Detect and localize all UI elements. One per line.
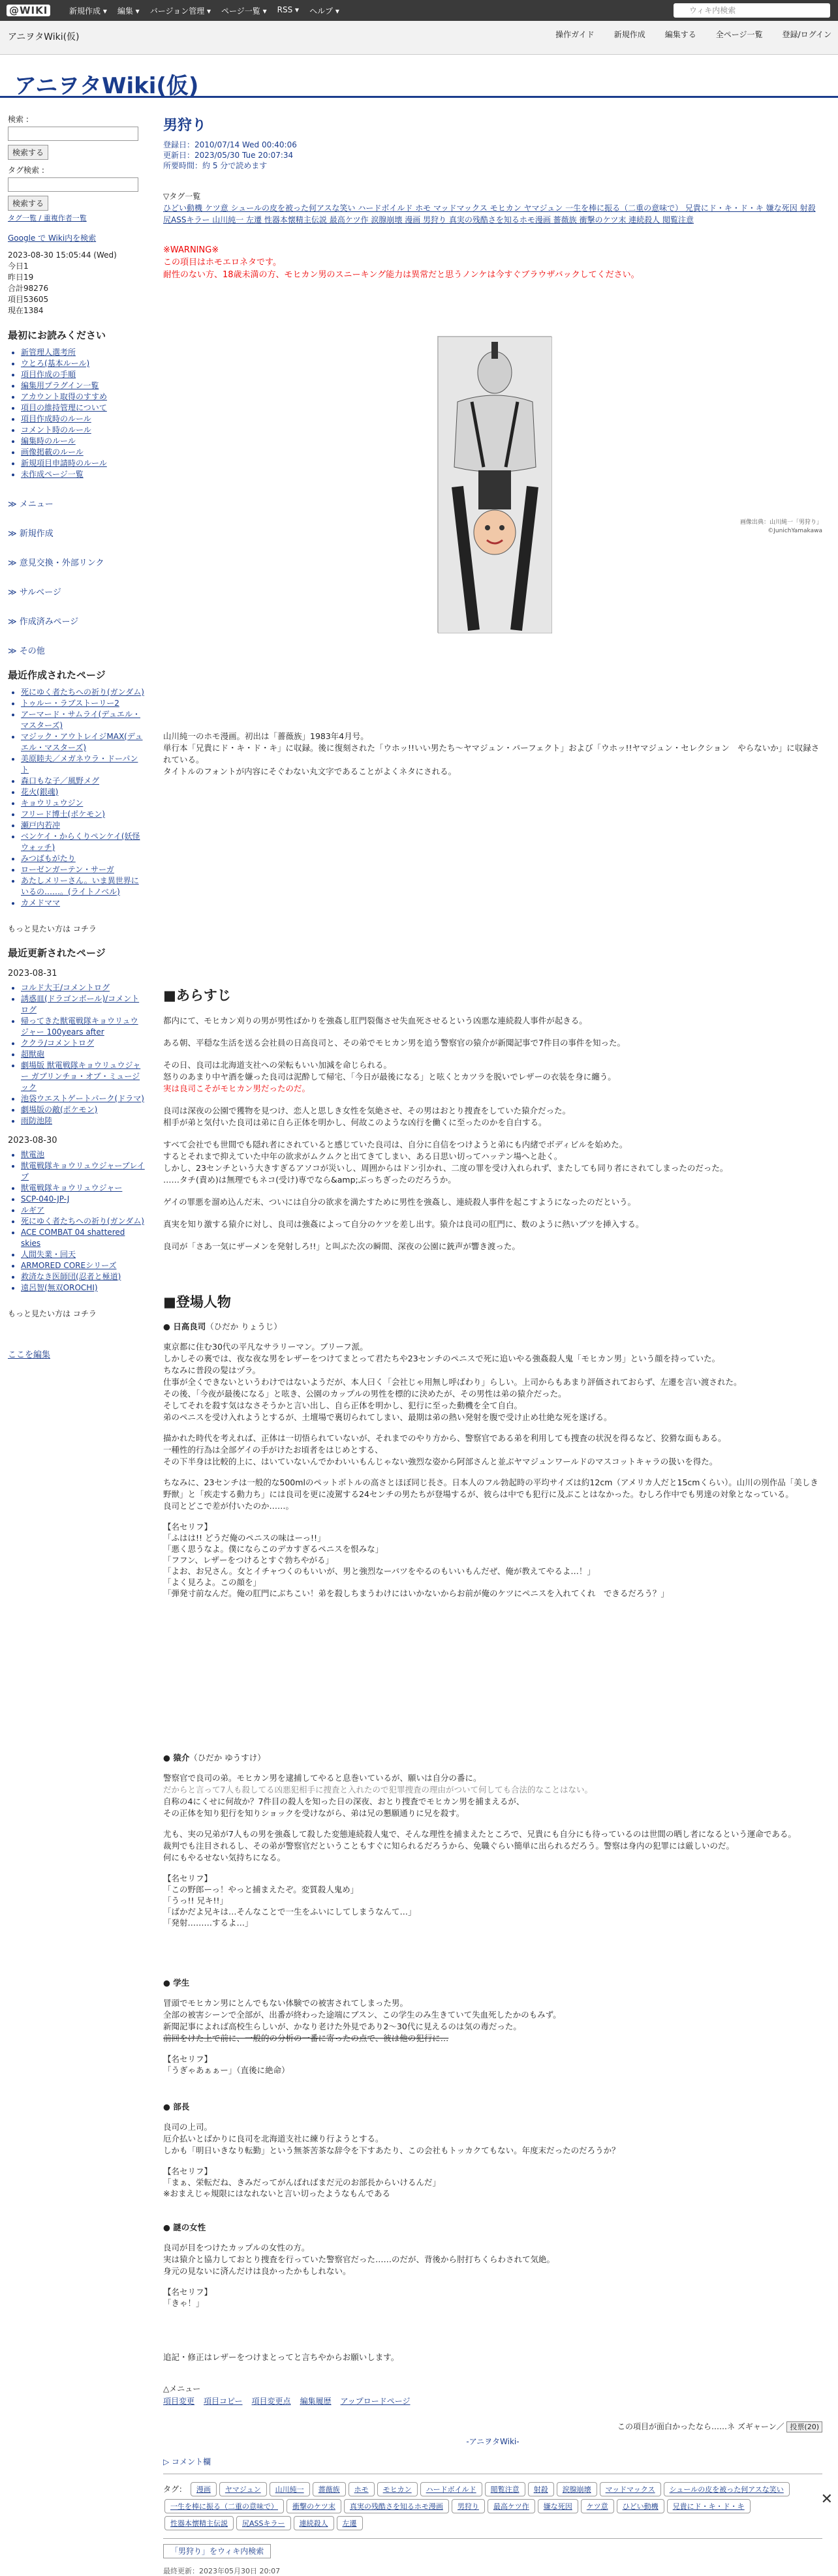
quotes-heading: 【名セリフ】 bbox=[163, 2166, 822, 2177]
article-footer bbox=[163, 2352, 822, 2576]
paragraph: ある朝、平穏な生活を送る会社員の日高良司と、その弟でモヒカン男を追う警察官の猿介が新聞記事で7件目の事件を知った。 bbox=[163, 1037, 822, 1049]
paragraph: しかしその裏では、夜な夜な男をレザーをつけてまとって君たちや23センチのペニスで死に追いやる強姦殺人鬼「モヒカン男」という顔を持っていた。 bbox=[163, 1353, 822, 1365]
paragraph: 全部の被害シーンで全部が、出番が終わった途端にブスン、この学生のみ生きていて失血死したかのもみず。 bbox=[163, 2009, 822, 2021]
updated-date: 2023-08-31 bbox=[8, 969, 145, 978]
warning-text: この項目はホモエロネタです。 bbox=[163, 256, 822, 269]
quote-line: 「発射………するよ…」 bbox=[163, 1917, 822, 1928]
toolbar-action[interactable]: 編集する bbox=[665, 29, 696, 40]
tag-chip[interactable]: 最高ケツ作 bbox=[488, 2499, 535, 2513]
quote-line: 「ばかだよ兄キは…そんなことで一生をふいにしてしまうなんて…」 bbox=[163, 1906, 822, 1917]
stat-line: 今日1 bbox=[8, 261, 145, 272]
first-read-heading: 最初にお読みください bbox=[8, 328, 145, 342]
tag-chip[interactable]: モヒカン bbox=[377, 2482, 418, 2496]
character-heading: ● 日高良司（ひだか りょうじ） bbox=[163, 1320, 822, 1332]
paragraph: しかも「明日いきなり転勤」という無茶苦茶な辞令を下すあたり、この会社もトッカクてもない。年度末だったのだろうか？ bbox=[163, 2145, 822, 2157]
sidebar-menu-item[interactable]: ≫ 新規作成 bbox=[8, 526, 145, 539]
recent-page-item[interactable]: • ローゼンガーテン・サーガ bbox=[21, 864, 145, 875]
paragraph: 良司とどこで差が付いたのか……。 bbox=[163, 1500, 822, 1512]
page-menu-link[interactable]: 編集履歴 bbox=[300, 2397, 332, 2406]
toolbar-action[interactable]: 全ページ一覧 bbox=[716, 29, 763, 40]
page-menu-link[interactable]: 項目変更点 bbox=[252, 2397, 291, 2406]
top-menu-item[interactable]: 編集 ▾ bbox=[117, 5, 140, 16]
comment-link[interactable]: ▷ コメント欄 bbox=[163, 2456, 822, 2467]
paragraph: ゲイの罪悪を溜め込んだ末、ついには自分の欲求を満たすために男性を強姦し、連続殺人事件を起こすようになったのだという。 bbox=[163, 1196, 822, 1208]
intro-paragraph: 単行本「兄貴にド・キ・ド・キ」に収録。後に復刻された「ウホッ!!いい男たち〜ヤマジュン・パーフェクト」および「ウホッ!!ヤマジュン・セレクション やらないか」に収録されている。 bbox=[163, 742, 822, 766]
more-recent-link[interactable]: もっと見たい方は コチラ bbox=[8, 923, 145, 934]
quote-line: 「うっ!! 兄キ!!」 bbox=[163, 1895, 822, 1906]
wiki-logo[interactable]: @WIKI bbox=[7, 3, 61, 18]
recent-page-item[interactable]: • アーマード・サムライ(デュエル・マスターズ) bbox=[21, 709, 145, 731]
paragraph: 一種性的行為は全部ゲイの手がけたお頃者をはじめとする、 bbox=[163, 1444, 822, 1456]
stat-line: 合計98276 bbox=[8, 283, 145, 294]
registered-date: 登録日：2010/07/14 Wed 00:40:06 bbox=[163, 140, 822, 150]
quotes-list bbox=[163, 2065, 822, 2076]
tag-chip[interactable]: 一生を棒に振る（二重の意味で） bbox=[164, 2499, 284, 2513]
vote-area bbox=[163, 2421, 822, 2432]
quotes-list bbox=[163, 1532, 822, 1599]
paragraph: すべて会社でも世間でも隠れ者にされていると感じていた良司は、自分に自信をつけようと弟にも内緒でボディビルを始めた。 bbox=[163, 1139, 822, 1151]
tag-chip[interactable]: 兄貴にド・キ・ド・キ bbox=[667, 2499, 751, 2513]
article bbox=[163, 114, 822, 281]
tag-search-button[interactable]: 検索する bbox=[8, 196, 48, 211]
tag-chip[interactable]: ヤマジュン bbox=[219, 2482, 267, 2496]
site-title[interactable]: アニヲタWiki(仮) bbox=[14, 68, 198, 100]
quotes-heading: 【名セリフ】 bbox=[163, 1873, 822, 1884]
global-topbar bbox=[0, 0, 838, 21]
quote-line: 「この野郎ーっ！やっと捕まえたぞ。変質殺人鬼め」 bbox=[163, 1884, 822, 1895]
first-read-list bbox=[8, 347, 145, 480]
toolbar-action[interactable]: 操作ガイド bbox=[555, 29, 595, 40]
updated-page-item[interactable]: • ククラ/コメントログ bbox=[21, 1038, 145, 1049]
updated-page-item[interactable]: • 獣電池 bbox=[21, 1149, 145, 1160]
tag-chip[interactable]: 閲覧注意 bbox=[485, 2482, 525, 2496]
paragraph: 真実を知り激する猿介に対し、良司は強姦によって自分のケツを差し出す。猿介は良司の肛門に、数のように熱いブツを挿入する。 bbox=[163, 1219, 822, 1230]
paragraph: だからと言って7人も殺してる凶悪犯相手に捜査と入れたので犯罪捜査の理由がついて何しても合法的なことはない。 bbox=[163, 1784, 822, 1796]
character-name: 部長 bbox=[173, 2102, 189, 2112]
updated-page-item[interactable]: • 救済なき医師団(忍者と極道) bbox=[21, 1271, 145, 1282]
recent-page-item[interactable]: • 美原睦夫／メガネウラ・ドーパント bbox=[21, 753, 145, 776]
menu-heading: △メニュー bbox=[163, 2383, 822, 2394]
paragraph: 怒りのあまり中ヤ酒を嫌った良司は泥酔して帰宅、「今日が最後になる」と呟くとカツラを脱いでレザーの衣装を身に纏う。 bbox=[163, 1071, 822, 1083]
section-heading: ■登場人物 bbox=[163, 1292, 822, 1311]
tag-chip[interactable]: ハードボイルド bbox=[420, 2482, 482, 2496]
sidebar-search-input[interactable] bbox=[8, 127, 138, 141]
warning-heading: ※WARNING※ bbox=[163, 244, 822, 256]
paragraph: 良司が目をつけたカップルの女性の方。 bbox=[163, 2242, 822, 2254]
paragraph: 良司は深夜の公園で獲物を見つけ、恋人と思しき女性を気絶させ、その男はおとり捜査をしていた猿介だった。 bbox=[163, 1105, 822, 1117]
quotes-list bbox=[163, 2177, 822, 2199]
recent-page-item[interactable]: • マジック・アウトレイジMAX(デュエル・マスターズ) bbox=[21, 731, 145, 753]
characters-section bbox=[163, 1292, 822, 1599]
paragraph: ……タチ(責め)は無理でもネコ(受け)専でなら&amp;ぶっちぎったのだろうか。 bbox=[163, 1174, 822, 1186]
sidebar-menu-item[interactable]: ≫ 作成済みページ bbox=[8, 614, 145, 627]
paragraph: 警察官で良司の弟。モヒカン男を逮捕してやると息巻いているが、願いは自分の番に。 bbox=[163, 1772, 822, 1784]
quotes-heading: 【名セリフ】 bbox=[163, 2053, 822, 2065]
more-updated-link[interactable]: もっと見たい方は コチラ bbox=[8, 1308, 145, 1319]
top-menu-item[interactable]: ヘルプ ▾ bbox=[309, 5, 339, 16]
read-time: 所要時間：約 5 分で読めます bbox=[163, 160, 822, 171]
synopsis-section bbox=[163, 985, 822, 1252]
first-read-item[interactable]: • 項目の維持管理について bbox=[21, 402, 145, 414]
paragraph: 都内にて、モヒカン刈りの男が男性ばかりを強姦し肛門裂傷させ失血死させるという凶悪な連続殺人事件が起きる。 bbox=[163, 1015, 822, 1027]
quote-line: 「弾発寸前なんだ。俺の肛門にぶちこい！弟を殺しちまうわけにはいかないからお前が俺のケツにペニスを入れてくれ できるだろう？」 bbox=[163, 1588, 822, 1599]
character-heading: ● 猿介（ひだか ゆうすけ） bbox=[163, 1751, 822, 1763]
updated-page-item[interactable]: • 獣電戦隊キョウリュウジャー bbox=[21, 1183, 145, 1194]
recent-page-item[interactable]: • カメドママ bbox=[21, 898, 145, 909]
paragraph: 実は良司こそがモヒカン男だったのだ。 bbox=[163, 1083, 822, 1095]
quote-line: 「フフン、レザーをつけるとすぐ勃ちやがる」 bbox=[163, 1554, 822, 1566]
quote-line: 「ふはは!! どうだ俺のペニスの味はーっ!!」 bbox=[163, 1532, 822, 1543]
tag-chip[interactable]: シュールの皮を被った何アスな笑い bbox=[664, 2482, 790, 2496]
updated-page-item[interactable]: • ルギア bbox=[21, 1205, 145, 1216]
updated-page-item[interactable]: • 雨防池陸 bbox=[21, 1115, 145, 1127]
toolbar-action[interactable]: 新規作成 bbox=[614, 29, 645, 40]
character-heading: ● 謎の女性 bbox=[163, 2221, 822, 2233]
tag-search-label: タグ検索 : bbox=[8, 164, 145, 175]
paragraph: 何にもやるせない気持ちになる。 bbox=[163, 1852, 822, 1864]
tag-chip[interactable]: 真実の残酷さを知るホモ漫画 bbox=[344, 2499, 449, 2513]
paragraph: 新聞記事によれば高校生らしいが、かなり老けた外見であり2〜30代に見えるのは気の毒だった。 bbox=[163, 2021, 822, 2033]
paragraph: 自称の4にくせに何故か？7件目の殺人を知った日の深夜、おとり捜査でモヒカン男を捕まえるが、 bbox=[163, 1796, 822, 1808]
page-menu-link[interactable]: 項目コピー bbox=[204, 2397, 243, 2406]
tag-label: タグ： bbox=[163, 2485, 187, 2494]
recent-page-item[interactable]: • 死にゆく者たちへの祈り(ガンダム) bbox=[21, 687, 145, 698]
updated-page-item[interactable]: • 池袋ウエストゲートパーク(ドラマ) bbox=[21, 1093, 145, 1104]
first-read-item[interactable]: • 画像掲載のルール bbox=[21, 447, 145, 458]
closing-line: 追記・修正はレザーをつけまとってと言ちやからお願いします。 bbox=[163, 2352, 822, 2363]
character-reading: （ひだか りょうじ） bbox=[206, 1322, 281, 1331]
paragraph: その正体を知り犯行を知りショックを受けながら、弟は兄の懇願通りに兄を殺す。 bbox=[163, 1808, 822, 1819]
quote-line: 「悪く思うなよ。僕にならこのデカすぎるペニスを恨みな」 bbox=[163, 1543, 822, 1554]
sidebar-search-button[interactable]: 検索する bbox=[8, 145, 48, 160]
quote-line: 「きゃ！」 bbox=[163, 2297, 822, 2309]
paragraph: するとそれまで抑えていた中年の欲求がムクムクと出てきてしまい、ある日思い切ってハッテン場へと赴く。 bbox=[163, 1151, 822, 1162]
quote-line: 「よく見ろよ。この顔を」 bbox=[163, 1577, 822, 1588]
first-read-item[interactable]: • コメント時のルール bbox=[21, 425, 145, 436]
section-heading: ■あらすじ bbox=[163, 985, 822, 1005]
tag-links[interactable]: ひどい動機 ケツ意 シュールの皮を被った何アスな笑い ハードボイルド ホモ マッドマックス モヒカン ヤマジュン 一生を棒に振る（二重の意味で） 兄貴にド・キ・ド・キ 嫌な死因 射殺 尻ASSキラー 山川純一 左遷 性器本懐精主伝説 最高ケツ作 涙腺崩壊 漫画 男狩り 真実の残酷さを知るホモ漫画 薔薇族 衝撃のケツ末 連続殺人 閲覧注意 bbox=[163, 204, 816, 224]
recent-heading: 最近作成されたページ bbox=[8, 668, 145, 682]
paragraph: 厄介払いとばかりに良司を北海道支社に練り行ようとする。 bbox=[163, 2133, 822, 2145]
character-4 bbox=[163, 2100, 822, 2199]
character-5 bbox=[163, 2221, 822, 2309]
recent-page-item[interactable]: • 花火(銀魂) bbox=[21, 787, 145, 798]
stat-line: 昨日19 bbox=[8, 272, 145, 283]
page-meta bbox=[163, 140, 822, 171]
first-read-item[interactable]: • 項目作成時のルール bbox=[21, 414, 145, 425]
credit-source: 画像出典：山川純一「男狩り」 bbox=[568, 519, 822, 527]
top-menu-item[interactable]: ページ一覧 ▾ bbox=[221, 5, 267, 16]
tag-list-link[interactable]: タグ一覧 / 重複作者一覧 bbox=[8, 213, 145, 223]
updated-list bbox=[8, 1149, 145, 1294]
character-name: 謎の女性 bbox=[173, 2222, 206, 2232]
updated-page-item[interactable]: • 超獣砲 bbox=[21, 1049, 145, 1060]
updated-heading: 最近更新されたページ bbox=[8, 946, 145, 960]
paragraph: 仕事が全くできないというわけではないようだが、本人曰く「会社じゃ用無し呼ばわり」らしい。上司からもあまり評価されておらず、左遷を言い渡された。 bbox=[163, 1376, 822, 1388]
paragraph: しかし、23センチという大きすぎるアソコが災いし、周囲からはドン引かれ、二度の罪を受け入れられず、またしても同り者にされてしまったのだった。 bbox=[163, 1162, 822, 1174]
paragraph: ちなみに、23センチは一般的な500mlのペットボトルの高さとほぼ同じ長さ。日本人のフル勃起時の平均サイズは約12cm（アメリカ人だと15cmくらい）。山川の別作品「美しき野獣」と「疾走する動力ち」には良司を更に凌駕する24センチの男たちが登場するが、彼らは中でも犯行に及ぶことはなかった。むしろ作中でも男達の対象となっている。 bbox=[163, 1477, 822, 1500]
tag-list-heading[interactable]: ▽タグ一覧 bbox=[163, 190, 822, 202]
tag-chip[interactable]: 漫画 bbox=[191, 2482, 217, 2496]
edit-sidebar-link[interactable]: ここを編集 bbox=[8, 1348, 145, 1360]
paragraph: 相手が弟と気付いた良司は弟に自ら正体を明かし、何故このような凶行を働くに至ったのかを自白する。 bbox=[163, 1117, 822, 1129]
first-read-item[interactable]: • 新管理人選考所 bbox=[21, 347, 145, 358]
quote-line: 「まぁ、栄転だね、きみだってがんばればまだ元のお部長からいけるんだ」 bbox=[163, 2177, 822, 2188]
page-title: 男狩り bbox=[163, 114, 822, 134]
tag-chip[interactable]: ひどい動機 bbox=[617, 2499, 664, 2513]
updated-page-item[interactable]: • 劇場版の敵(ポケモン) bbox=[21, 1104, 145, 1115]
paragraph: 尤も、実の兄弟が7人もの男を強姦して殺した変態連続殺人鬼で、そんな理性を捕まえたところで、兄貴にも自分にも待っているのは世間の晒し者になるという運命である。 bbox=[163, 1828, 822, 1840]
sidebar-menu-item[interactable]: ≫ その他 bbox=[8, 644, 145, 656]
paragraph: 描かれた時代を考えれば、正体は一切悟られていないが、それまでのやり方から、警察官である弟を利用しても捜査の状況を得るなど、狡猾な面もある。 bbox=[163, 1432, 822, 1444]
sidebar-menu-item[interactable]: ≫ サルベージ bbox=[8, 585, 145, 598]
vote-text: この項目が面白かったなら……ネ ズギャーン／ bbox=[617, 2422, 784, 2431]
first-read-item[interactable]: • ウとろ(基本ルール) bbox=[21, 358, 145, 369]
paragraph: ちなみに普段の髪はヅラ。 bbox=[163, 1365, 822, 1376]
page-menu-links bbox=[163, 2395, 822, 2406]
paragraph: 前回をけた上で前に、一般的の分析の一番に寄ったの点で、彼は他の犯行に… bbox=[163, 2033, 822, 2044]
recent-page-item[interactable]: • みつばもがたり bbox=[21, 853, 145, 864]
search-label: 検索 : bbox=[8, 114, 145, 125]
paragraph: 東京都に住む30代の平凡なサラリーマン。ブリーフ派。 bbox=[163, 1341, 822, 1353]
updated-page-item[interactable]: • 人間失業・回天 bbox=[21, 1249, 145, 1260]
counter-stats bbox=[8, 250, 145, 316]
close-icon[interactable]: ✕ bbox=[821, 2491, 833, 2508]
character-heading: ● 部長 bbox=[163, 2100, 822, 2112]
site-name[interactable]: アニヲタWiki(仮) bbox=[8, 30, 80, 43]
wiki-footer-link[interactable]: -アニヲタWiki- bbox=[163, 2436, 822, 2447]
left-sidebar bbox=[8, 111, 145, 1360]
character-heading: ● 学生 bbox=[163, 1977, 822, 1988]
recent-page-item[interactable]: • ベンケイ・からくりペンケイ(妖怪ウォッチ) bbox=[21, 831, 145, 853]
paragraph: 裁判でも注目されるし、その弟が警察官だということもすぐに知られるだろうから、免職ぐらい簡単に出られるだろう。警察は身内の犯罪には厳しいのだ。 bbox=[163, 1840, 822, 1852]
recent-page-item[interactable]: • あたしメリーさん。いま異世界にいるの……。(ライトノベル) bbox=[21, 875, 145, 898]
google-search-link[interactable]: Google で Wiki内を検索 bbox=[8, 232, 145, 243]
quotes-list bbox=[163, 2297, 822, 2309]
recent-page-item[interactable]: • トゥルー・ラブストーリー2 bbox=[21, 698, 145, 709]
top-menu-item[interactable]: RSS ▾ bbox=[277, 5, 299, 16]
recent-page-item[interactable]: • フリード博士(ポケモン) bbox=[21, 809, 145, 820]
stat-line: 現在1384 bbox=[8, 305, 145, 316]
intro-paragraph: 山川純一のホモ漫画。初出は「薔薇族」1983年4月号。 bbox=[163, 731, 822, 742]
tag-chips bbox=[163, 2485, 791, 2528]
quote-line: 「うぎゃあぁぁー」（直後に絶命） bbox=[163, 2065, 822, 2076]
first-read-item[interactable]: • 項目作成の手順 bbox=[21, 369, 145, 380]
updated-page-item[interactable]: • SCP-040-JP-J bbox=[21, 1194, 145, 1205]
updated-page-item[interactable]: • 遠呂智(無双OROCHI) bbox=[21, 1282, 145, 1294]
paragraph: その下半身は比較的上に、はいていないんでかわいいもんじゃない強烈な姿から阿部さんと並ぶヤマジュンワールドのマスコットキャラの扱いを得た。 bbox=[163, 1456, 822, 1468]
character-3 bbox=[163, 1977, 822, 2076]
top-menu-item[interactable]: 新規作成 ▾ bbox=[69, 5, 107, 16]
paragraph: 良司が「さあ一気にザーメンを発射しろ!!」と叫ぶた次の瞬間、深夜の公園に銃声が響き渡った。 bbox=[163, 1241, 822, 1252]
quotes-list bbox=[163, 1884, 822, 1928]
updated-date: 更新日：2023/05/30 Tue 20:07:34 bbox=[163, 150, 822, 160]
wiki-search-input[interactable]: ウィキ内検索 bbox=[674, 3, 830, 18]
tag-chip[interactable]: 性器本懐精主伝説 bbox=[164, 2516, 234, 2530]
paragraph: 冒頭でモヒカン男にとんでもない体験での被害されてしまった男。 bbox=[163, 1997, 822, 2009]
updated-page-item[interactable]: • 死にゆく者たちへの祈り(ガンダム) bbox=[21, 1216, 145, 1227]
introduction bbox=[163, 731, 822, 778]
updated-page-item[interactable]: • コルド大王/コメントログ bbox=[21, 982, 145, 993]
credit-copyright: ©JunichYamakawa bbox=[568, 527, 822, 536]
recent-list bbox=[8, 687, 145, 909]
stat-line: 2023-08-30 15:05:44 (Wed) bbox=[8, 250, 145, 261]
quote-line: 「よお、お兄さん。女とイチャつくのもいいが、男と強烈なーバツをやるのもいいもんだぜ、俺が教えてやるよ…！」 bbox=[163, 1566, 822, 1577]
stat-line: 項目53605 bbox=[8, 294, 145, 305]
tag-chip[interactable]: 左遷 bbox=[337, 2516, 363, 2530]
first-read-item[interactable]: • アカウント取得のすすめ bbox=[21, 391, 145, 402]
first-read-item[interactable]: • 編集時のルール bbox=[21, 436, 145, 447]
tag-chip[interactable]: 射殺 bbox=[528, 2482, 554, 2496]
character-name: 猿介 bbox=[173, 1753, 189, 1763]
tag-chip[interactable]: 連続殺人 bbox=[294, 2516, 334, 2530]
tag-search-input[interactable] bbox=[8, 177, 138, 192]
updated-page-item[interactable]: • 誘惑皿(ドラゴンボール)/コメントログ bbox=[21, 993, 145, 1016]
sidebar-menu-item[interactable]: ≫ 意見交換・外部リンク bbox=[8, 556, 145, 568]
tag-chip[interactable]: ホモ bbox=[349, 2482, 375, 2496]
site-banner bbox=[0, 55, 838, 98]
first-read-item[interactable]: • 新規項目申請時のルール bbox=[21, 458, 145, 469]
updated-page-item[interactable]: • ARMORED COREシリーズ bbox=[21, 1260, 145, 1271]
recent-page-item[interactable]: • 瀬戸内若冲 bbox=[21, 820, 145, 831]
quote-line: ※おまえじゃ規限にはなれないと言い切ったようなもんである bbox=[163, 2188, 822, 2199]
updated-page-item[interactable]: • 帰ってきた獣電戦隊キョウリュウジャー 100years after bbox=[21, 1016, 145, 1038]
first-read-item[interactable]: • 未作成ページ一覧 bbox=[21, 469, 145, 480]
last-updated: 最終更新：2023年05月30日 20:07 bbox=[163, 2566, 822, 2576]
character-reading: （ひだか ゆうすけ） bbox=[189, 1753, 265, 1763]
top-menu-item[interactable]: バージョン管理 ▾ bbox=[150, 5, 211, 16]
tag-list bbox=[163, 190, 822, 226]
manga-illustration[interactable] bbox=[437, 336, 551, 633]
wiki-toolbar bbox=[0, 21, 838, 55]
paragraph: 弟のペニスを受け入れようとするが、土壇場で裏切られてしまい、最期は弟の熱い発射を腹で受け止め壮絶な死を遂げる。 bbox=[163, 1412, 822, 1423]
toolbar-action[interactable]: 登録/ログイン bbox=[783, 29, 831, 40]
warning-text: 耐性のない方、18歳未満の方、モヒカン男のスニーキング能力は異常だと思うノンケは今すぐブラウザバックしてください。 bbox=[163, 269, 822, 281]
sidebar-menu-item[interactable]: ≫ メニュー bbox=[8, 497, 145, 509]
page-search-button[interactable]: 「男狩り」をウィキ内検索 bbox=[163, 2544, 271, 2558]
character-name: 日高良司 bbox=[173, 1322, 206, 1331]
image-credit bbox=[568, 519, 822, 536]
recent-page-item[interactable]: • キョウリュウジン bbox=[21, 798, 145, 809]
top-menu bbox=[69, 5, 350, 16]
tag-chip[interactable]: 尻ASSキラー bbox=[236, 2516, 291, 2530]
updated-page-item[interactable]: • 劇場版 獣電戦隊キョウリュウジャー ガブリンチョ・オブ・ミュージック bbox=[21, 1060, 145, 1093]
updated-date: 2023-08-30 bbox=[8, 1136, 145, 1145]
quotes-heading: 【名セリフ】 bbox=[163, 2286, 822, 2297]
tag-chip[interactable]: 衝撃のケツ末 bbox=[287, 2499, 341, 2513]
page-menu-link[interactable]: アップロードページ bbox=[341, 2397, 411, 2406]
page-search bbox=[163, 2538, 822, 2556]
paragraph: その日、良司は北海道支社への栄転もいい加減を命じられる。 bbox=[163, 1059, 822, 1071]
paragraph: そしてそれを殺す気はなさそうかと言い出し、自ら正体を明かし、犯行に至った動機を全て自白。 bbox=[163, 1400, 822, 1412]
paragraph: 身元の見ないに済んだけは良かったかもしれない。 bbox=[163, 2265, 822, 2277]
warning-box bbox=[163, 244, 822, 281]
paragraph: 実は猿介と協力しておとり捜査を行っていた警察官だった……のだが、背後から肘打ちくらわされて気絶。 bbox=[163, 2254, 822, 2265]
vote-button[interactable]: 投票(20) bbox=[786, 2421, 822, 2432]
recent-page-item[interactable]: • 森口もな子／風野メグ bbox=[21, 776, 145, 787]
toolbar-actions bbox=[536, 29, 831, 40]
tag-chip[interactable]: 山川純一 bbox=[270, 2482, 310, 2496]
tag-chip[interactable]: 薔薇族 bbox=[313, 2482, 346, 2496]
updated-page-item[interactable]: • 獣電戦隊キョウリュウジャーブレイブ bbox=[21, 1160, 145, 1183]
tag-chip[interactable]: ケツ意 bbox=[581, 2499, 614, 2513]
character-name: 学生 bbox=[173, 1978, 189, 1988]
paragraph: その後、「今夜が最後になる」と呟き、公園のカップルの男性を標的に決めたが、その男性は弟の猿介だった。 bbox=[163, 1388, 822, 1400]
first-read-item[interactable]: • 編集用プラグイン一覧 bbox=[21, 380, 145, 391]
updated-list bbox=[8, 982, 145, 1127]
tag-chip[interactable]: 嫌な死因 bbox=[538, 2499, 578, 2513]
tag-chip[interactable]: 男狩り bbox=[452, 2499, 485, 2513]
updated-page-item[interactable]: • ACE COMBAT 04 shattered skies bbox=[21, 1227, 145, 1249]
page-menu-link[interactable]: 項目変更 bbox=[163, 2397, 194, 2406]
intro-paragraph: タイトルのフォントが内容にそぐわない丸文字であることがよくネタにされる。 bbox=[163, 766, 822, 778]
quotes-heading: 【名セリフ】 bbox=[163, 1521, 822, 1532]
footer-tags bbox=[163, 2474, 822, 2532]
paragraph: 良司の上司。 bbox=[163, 2121, 822, 2133]
tag-chip[interactable]: マッドマックス bbox=[600, 2482, 661, 2496]
tag-chip[interactable]: 涙腺崩壊 bbox=[557, 2482, 597, 2496]
sidebar-menus bbox=[8, 497, 145, 656]
character-2 bbox=[163, 1751, 822, 1928]
